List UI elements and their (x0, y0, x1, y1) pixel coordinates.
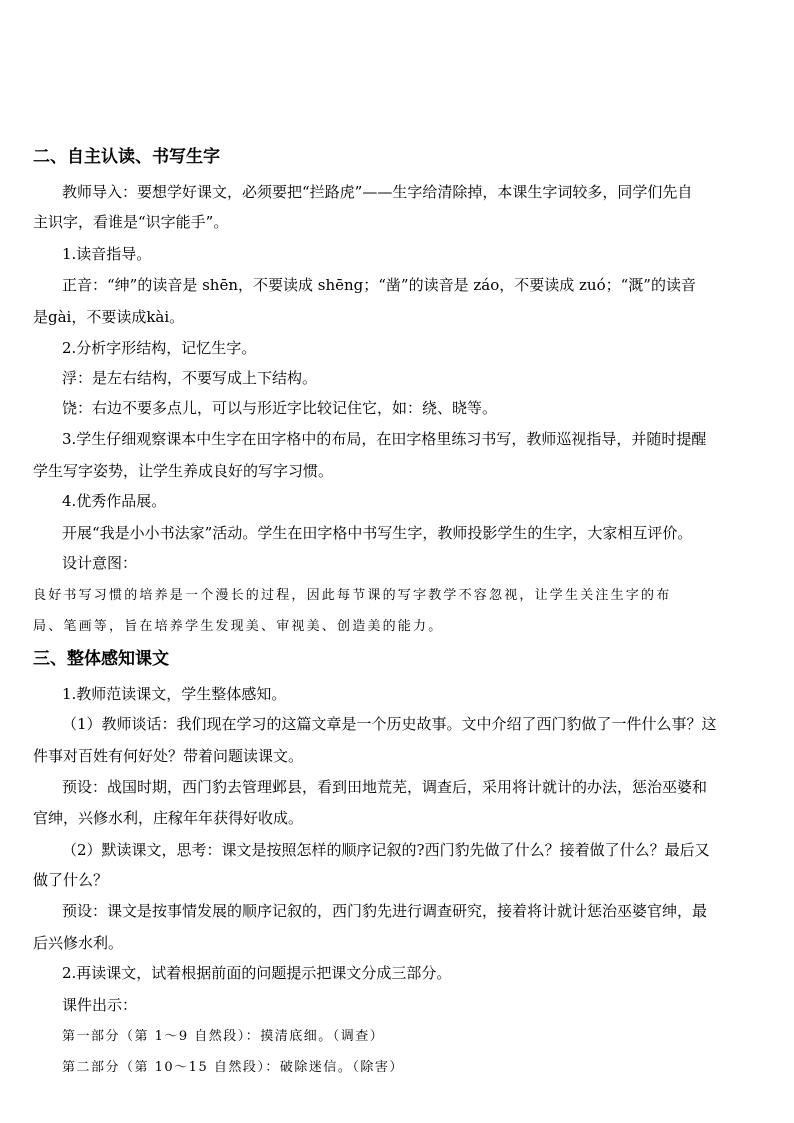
step-structure-analysis: 2.分析字形结构，记忆生字。 (62, 339, 257, 357)
step-writing-practice-line-1: 3.学生仔细观察课本中生字在田字格中的布局，在田字格里练习书写，教师巡视指导，并随时提醒 (62, 430, 707, 448)
teacher-intro-line-2: 主识字，看谁是“识字能手”。 (33, 213, 229, 231)
calligraphy-activity: 开展“我是小小书法家”活动。学生在田字格中书写生字，教师投影学生的生字，大家相互评价。 (62, 524, 693, 542)
step-model-reading: 1.教师范读课文，学生整体感知。 (62, 685, 287, 703)
courseware-label: 课件出示： (62, 996, 138, 1014)
answer-2-line-1: 预设：课文是按事情发展的顺序记叙的，西门豹先进行调查研究，接着将计就计惩治巫婆官绅，最 (62, 902, 708, 920)
answer-1-line-2: 官绅，兴修水利，庄稼年年获得好收成。 (33, 809, 304, 827)
question-2-line-1: （2）默读课文，思考：课文是按照怎样的顺序记叙的?西门豹先做了什么？接着做了什么？最后又 (62, 841, 710, 859)
step-divide-parts: 2.再读课文，试着根据前面的问题提示把课文分成三部分。 (62, 964, 452, 982)
section-heading-overall-perception: 三、整体感知课文 (33, 649, 169, 669)
answer-2-line-2: 后兴修水利。 (33, 934, 124, 952)
teacher-intro-line-1: 教师导入：要想学好课文，必须要把“拦路虎”——生字给清除掉，本课生字词较多，同学们先自 (62, 183, 693, 201)
design-intent-label: 设计意图： (62, 554, 138, 572)
answer-1-line-1: 预设：战国时期，西门豹去管理邺县，看到田地荒芜，调查后，采用将计就计的办法，惩治巫婆和 (62, 778, 708, 796)
step-writing-practice-line-2: 学生写字姿势，让学生养成良好的写字习惯。 (33, 462, 334, 480)
pronunciation-line-2: 是gài，不要读成kài。 (33, 308, 185, 326)
character-fu-note: 浮：是左右结构，不要写成上下结构。 (62, 369, 318, 387)
question-2-line-2: 做了什么？ (33, 871, 109, 889)
part-one-summary: 第一部分（第 1～9 自然段）：摸清底细。（调查） (62, 1029, 385, 1044)
section-heading-self-reading: 二、自主认读、书写生字 (33, 147, 220, 167)
pronunciation-line-1: 正音：“绅”的读音是 shēn，不要读成 shēng；“凿”的读音是 záo，不要读成 zuó；“溉”的读音 (62, 276, 696, 294)
part-two-summary: 第二部分（第 10～15 自然段）：破除迷信。（除害） (62, 1060, 404, 1075)
question-1-line-1: （1）教师谈话：我们现在学习的这篇文章是一个历史故事。文中介绍了西门豹做了一件什么事？这 (62, 715, 717, 733)
design-intent-line-2: 局、笔画等，旨在培养学生发现美、审视美、创造美的能力。 (33, 619, 444, 634)
design-intent-line-1: 良好书写习惯的培养是一个漫长的过程，因此每节课的写字教学不容忽视，让学生关注生字的布 (33, 588, 672, 603)
step-showcase: 4.优秀作品展。 (62, 492, 167, 510)
step-pronunciation-guide: 1.读音指导。 (62, 245, 152, 263)
question-1-line-2: 件事对百姓有何好处？带着问题读课文。 (33, 747, 304, 765)
character-rao-note: 饶：右边不要多点儿，可以与形近字比较记住它，如：绕、晓等。 (62, 399, 498, 417)
